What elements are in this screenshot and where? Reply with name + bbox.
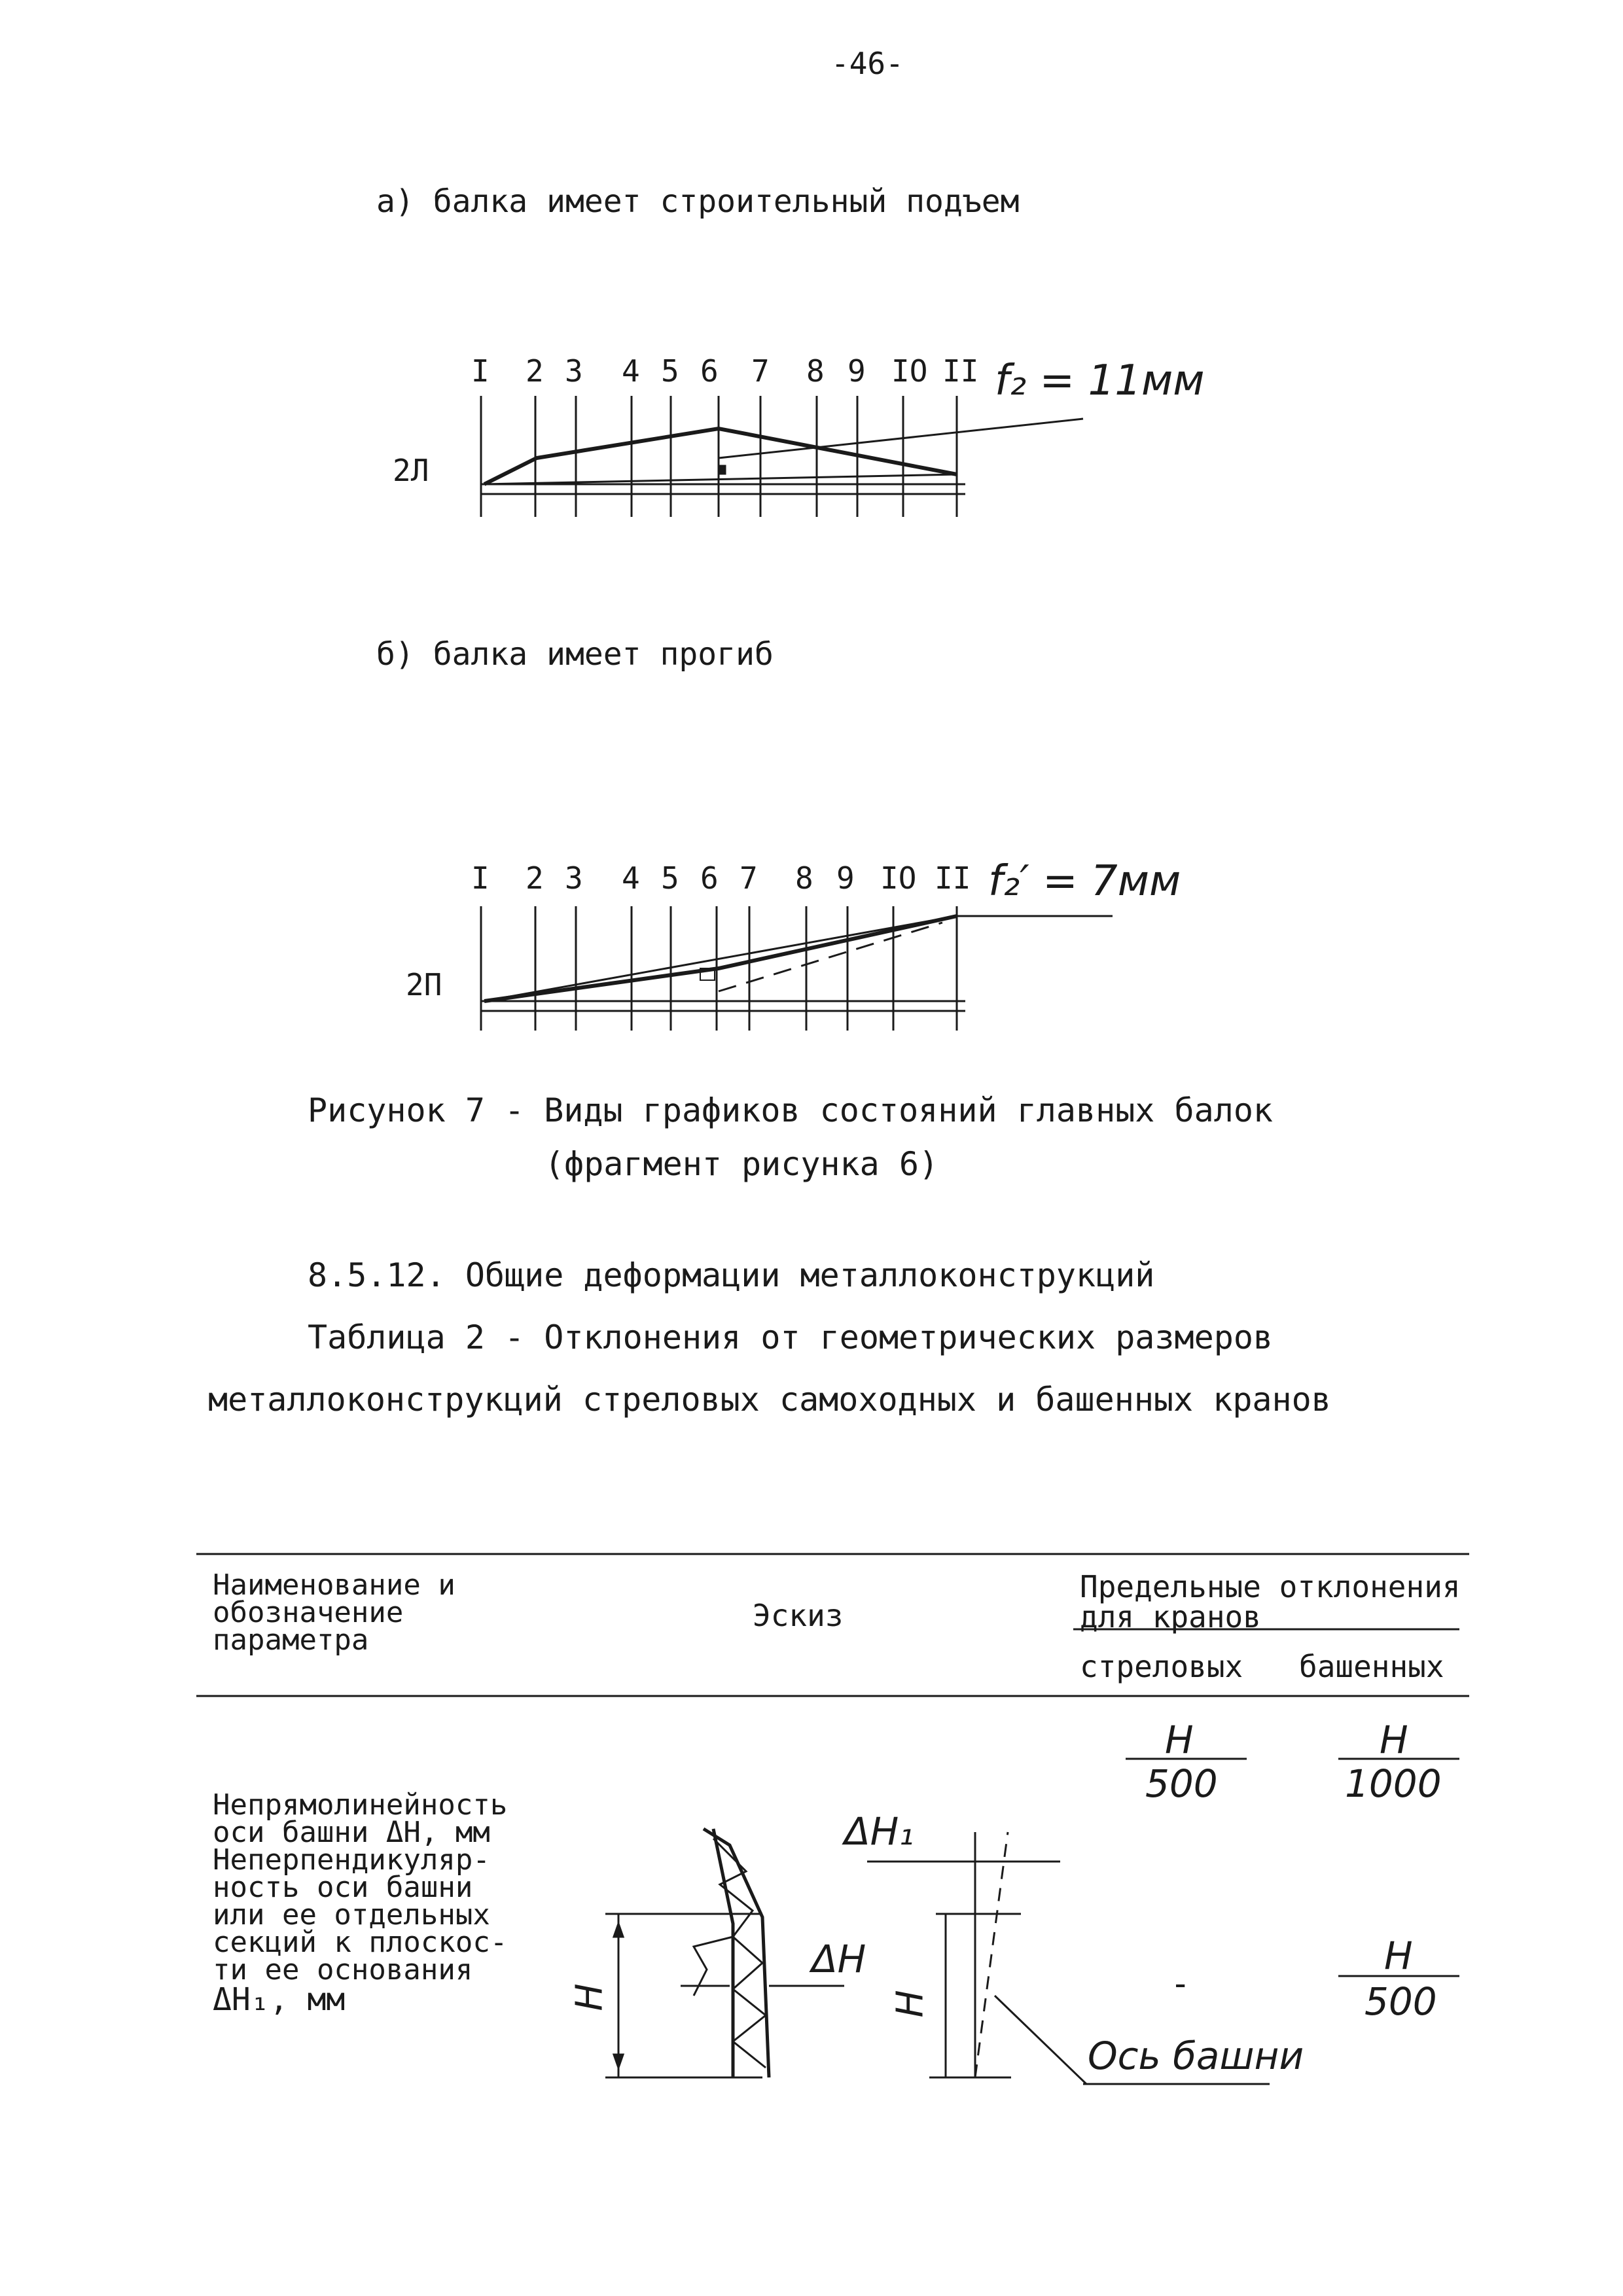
table-caption-line1: Таблица 2 - Отклонения от геометрических размеров [308, 1318, 1274, 1356]
tower-chord [704, 1829, 769, 2077]
section-b-label: б) балка имеет прогиб [376, 636, 774, 673]
sketch-h-left-label: H [568, 1983, 611, 2011]
sketch-axis-label: Ось башни [1088, 2034, 1304, 2078]
tick-label: 7 [751, 353, 770, 389]
section-b-row-label: 2П [406, 967, 442, 1002]
tick-label: IO [880, 860, 917, 896]
page-number: -46- [831, 46, 904, 81]
tick-label: 2 [526, 353, 544, 389]
tower-limit-1-num: H [1380, 1718, 1408, 1762]
header-limits: Предельные отклонения [1080, 1569, 1461, 1604]
row-param-line: Непрямолинейность [213, 1788, 508, 1822]
tick-label: I [471, 860, 490, 896]
tick-label: IO [891, 353, 928, 389]
sketch-h-right-label: H [889, 1990, 932, 2018]
tilted-axis [975, 1832, 1008, 2077]
tick-label: II [942, 353, 979, 389]
tick-label: 7 [740, 860, 758, 896]
row-param-line: Неперпендикуляр- [213, 1843, 490, 1877]
header-col-tower: башенных [1299, 1649, 1444, 1684]
section-a-label: а) балка имеет строительный подъем [376, 183, 1020, 220]
row-param-line: ность оси башни [213, 1871, 473, 1904]
row-param-line: ΔH₁, мм [213, 1981, 346, 2018]
tick-label: 5 [661, 860, 679, 896]
tower-limit-2-den: 500 [1364, 1979, 1437, 2024]
tick-label: 5 [661, 353, 679, 389]
tick-label: 9 [847, 353, 866, 389]
row-param-line: оси башни ΔH, мм [213, 1816, 490, 1849]
tick-label: 2 [526, 860, 544, 896]
tick-label: 3 [565, 353, 583, 389]
tick-label: 4 [622, 353, 640, 389]
section-a-row-label: 2Л [393, 453, 429, 488]
row-param-line: секций к плоскос- [213, 1926, 508, 1959]
tick-label: 8 [806, 353, 825, 389]
tower-limit-1-den: 1000 [1345, 1761, 1442, 1806]
tick-label: 6 [700, 860, 719, 896]
boom-limit-2: - [1170, 1964, 1191, 2004]
arrow [614, 1924, 623, 1937]
section-b-annotation: f₂′ = 7мм [988, 857, 1181, 906]
axis-leader [995, 1996, 1086, 2084]
row-param-line: ти ее основания [213, 1953, 473, 1987]
figure-caption-line2: (фрагмент рисунка 6) [544, 1145, 939, 1183]
header-param-line: параметра [213, 1623, 369, 1657]
tick-label: 6 [700, 353, 719, 389]
tick-label: 4 [622, 860, 640, 896]
header-limits-for: для кранов [1080, 1599, 1261, 1634]
sketch-dh1-label: ΔH₁ [844, 1809, 914, 1854]
table-caption-line2: металлоконструкций стреловых самоходных и башенных кранов [208, 1381, 1331, 1419]
tick-label: 9 [836, 860, 855, 896]
row-param-line: или ее отдельных [213, 1898, 490, 1932]
section-a-annotation: f₂ = 11мм [995, 357, 1205, 405]
tower-limit-2-num: H [1384, 1934, 1413, 1978]
tick-label: 3 [565, 860, 583, 896]
tower-chord [713, 1829, 733, 2077]
tick-label: I [471, 353, 490, 389]
boom-limit-1-num: H [1165, 1718, 1194, 1762]
header-param-line: обозначение [213, 1596, 404, 1629]
section-heading: 8.5.12. Общие деформации металлоконструкций [308, 1256, 1155, 1294]
sketch-dh-label: ΔH [812, 1937, 866, 1981]
header-sketch: Эскиз [753, 1598, 844, 1633]
figure-caption-line1: Рисунок 7 - Виды графиков состояний главных балок [308, 1091, 1274, 1129]
header-param-line: Наименование и [213, 1568, 455, 1602]
tower-sketch [605, 1829, 844, 2077]
header-col-boom: стреловых [1080, 1649, 1243, 1684]
boom-limit-1-den: 500 [1145, 1761, 1218, 1806]
arrow [614, 2055, 623, 2068]
tick-label: 8 [795, 860, 813, 896]
tick-label: II [935, 860, 971, 896]
